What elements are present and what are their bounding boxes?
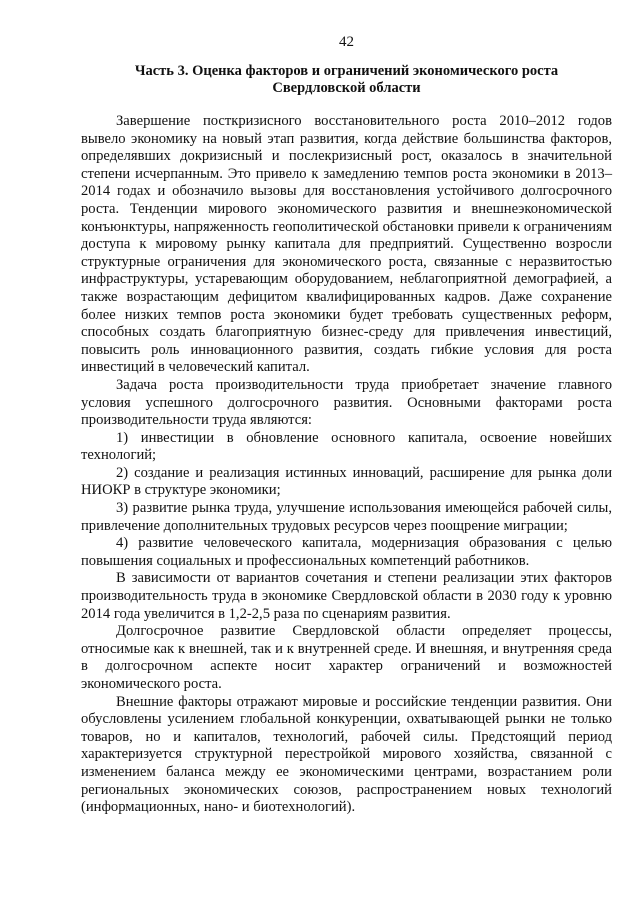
list-item-1: 1) инвестиции в обновление основного капитала, освоение новейших технологий; bbox=[81, 429, 612, 464]
paragraph-scenarios: В зависимости от вариантов сочетания и степени реализации этих факторов производительность труда в экономике Свердловской области в 2030 году к уровню 2014 года увеличится в 1,2-2,5 раза по сценариям развития. bbox=[81, 570, 612, 622]
paragraph-environment: Долгосрочное развитие Свердловской области определяет процессы, относимые как к внешней, так и к внутренней среде. И внешняя, и внутренняя среда в долгосрочном аспекте носит характер ограничений и возможностей экономического роста. bbox=[81, 623, 612, 692]
list-item-3: 3) развитие рынка труда, улучшение использования имеющейся рабочей силы, привлечение дополнительных трудовых ресурсов через поощрение миграции; bbox=[81, 500, 612, 534]
paragraph-intro: Завершение посткризисного восстановительного роста 2010–2012 годов вывело экономику на новый этап развития, когда действие большинства факторов, определявших докризисный и послекризисный рост, оказалось в значительной степени исчерпанным. Это привело к замедлению темпов роста экономики в 2013–2014 годах и обозначило вызовы для восстановления устойчивого долгосрочного роста. Тенденции мирового экономического развития и внешнеэкономической конъюнктуры, напряженность геополитической обстановки привели к ограничениям доступа к мировому рынку капитала для предприятий. Существенно возросли структурные ограничения для экономического роста, связанные с неразвитостью инфраструктуры, устаревающим оборудованием, неблагоприятной демографией, а также возрастающим дефицитом квалифицированных кадров. Даже сохранение более низких темпов роста экономики будет требовать существенных реформ, способных создать благоприятную бизнес-среду для привлечения инвестиций, повысить роль инновационного развития, создать гибкие условия для роста инвестиций в человеческий капитал. bbox=[81, 113, 612, 376]
paragraph-external-factors: Внешние факторы отражают мировые и российские тенденции развития. Они обусловлены усилением глобальной конкуренции, охватывающей рынки не только товаров, но и капиталов, технологий, рабочей силы. Предстоящий период характеризуется структурной перестройкой мирового хозяйства, связанной с изменением баланса между ее экономическими центрами, возрастанием роли региональных экономических союзов, распространением новых технологий (информационных, нано- и биотехнологий). bbox=[81, 693, 612, 816]
page-number: 42 bbox=[339, 34, 354, 50]
section-title-line-2: Свердловской области bbox=[272, 80, 421, 96]
list-item-2: 2) создание и реализация истинных инноваций, расширение для рынка доли НИОКР в структуре экономики; bbox=[81, 464, 612, 499]
list-item-4: 4) развитие человеческого капитала, модернизация образования с целью повышения социальных и профессиональных компетенций работников. bbox=[81, 535, 612, 569]
body-text bbox=[81, 113, 612, 817]
section-title-line-1: Часть 3. Оценка факторов и ограничений экономического роста bbox=[134, 63, 559, 79]
paragraph-productivity: Задача роста производительности труда приобретает значение главного условия успешного долгосрочного развития. Основными факторами роста производительности труда являются: bbox=[81, 376, 612, 429]
section-title bbox=[81, 63, 612, 97]
